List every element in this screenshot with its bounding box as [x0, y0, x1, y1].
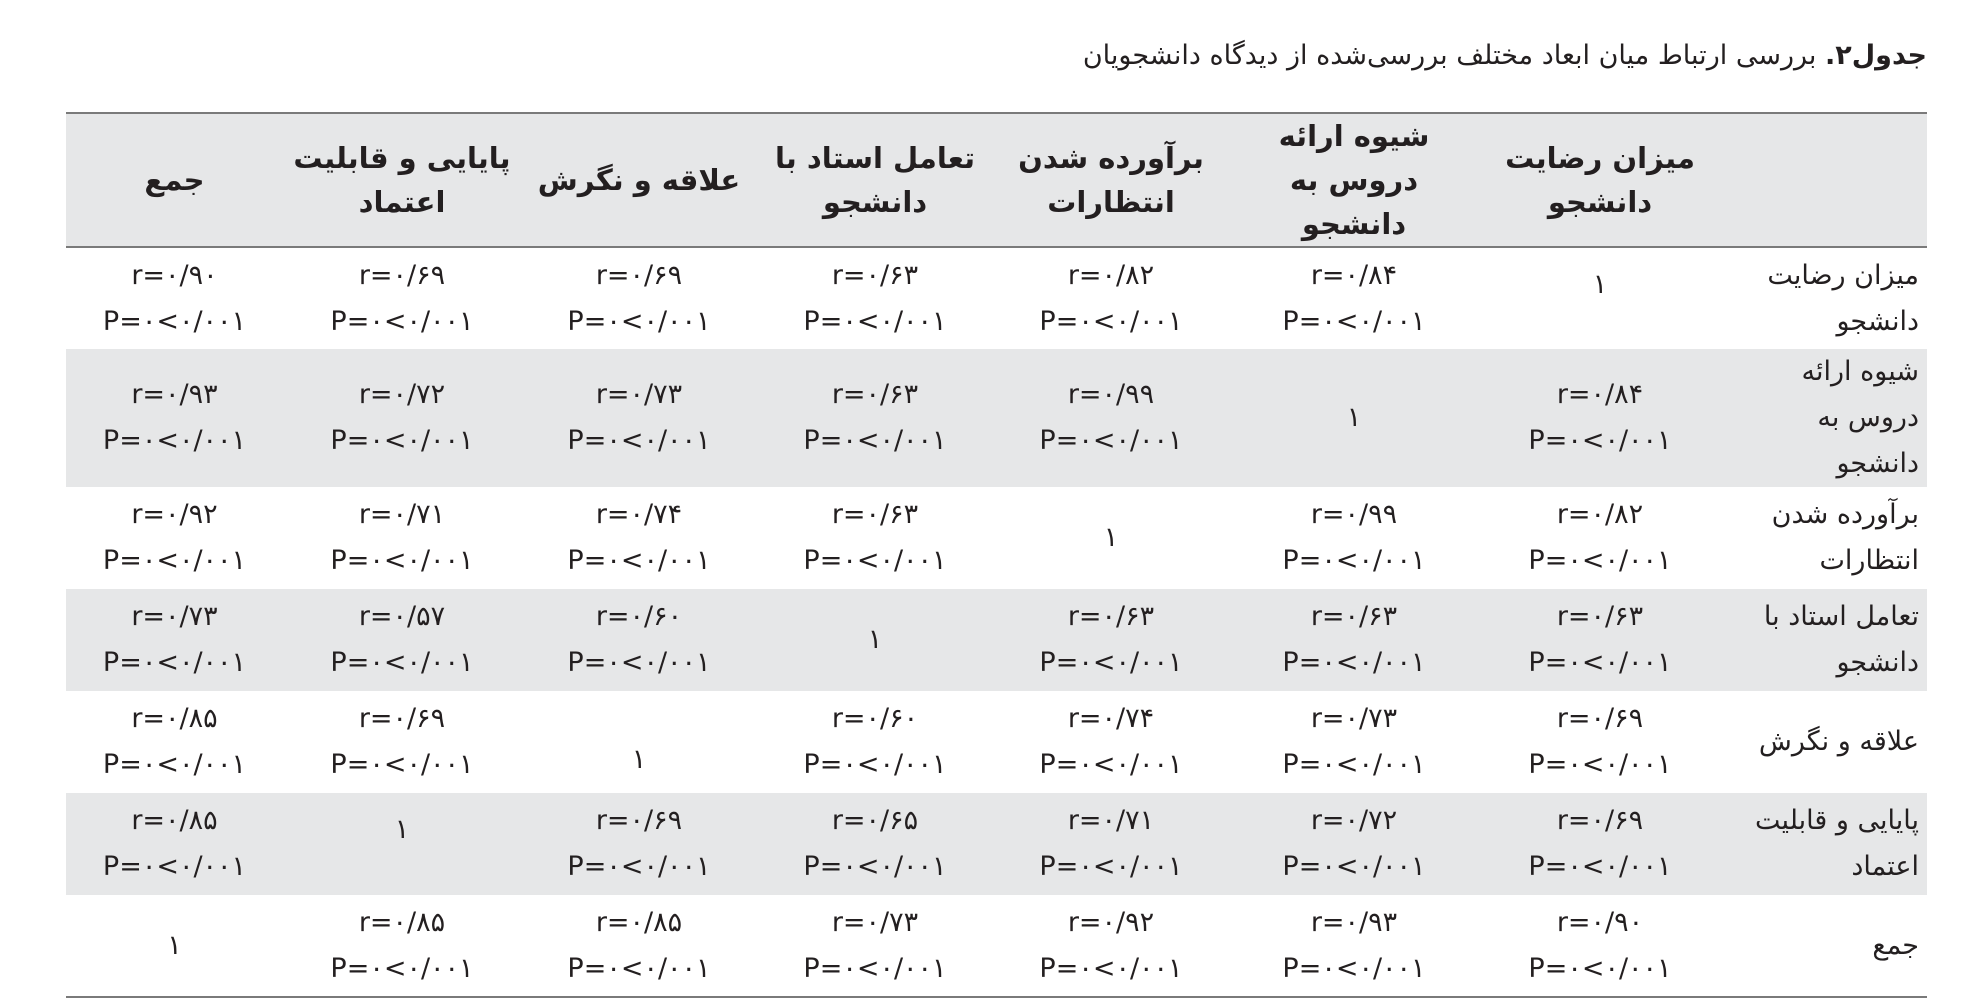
p-value: P=۰<۰/۰۰۱ [1039, 647, 1183, 678]
correlation-r: r=۰/۸۵ [131, 703, 218, 734]
table-cell [1479, 349, 1721, 487]
p-value: P=۰<۰/۰۰۱ [102, 305, 247, 337]
row-label: جمع [1872, 929, 1919, 961]
p-value: P=۰<۰/۰۰۱ [567, 647, 711, 678]
table-cell [283, 691, 521, 793]
table-cell [993, 691, 1229, 793]
diagonal-one: ۱ [1346, 402, 1362, 433]
correlation-r: r=۰/۸۲ [1067, 259, 1155, 291]
correlation-r: r=۰/۸۴ [1310, 259, 1398, 291]
correlation-table-container [66, 112, 1927, 998]
p-value: P=۰<۰/۰۰۱ [1039, 851, 1183, 882]
correlation-r: r=۰/۹۰ [131, 259, 218, 291]
correlation-r: r=۰/۶۹ [358, 703, 446, 734]
p-value: P=۰<۰/۰۰۱ [1282, 749, 1426, 780]
correlation-r: r=۰/۶۰ [831, 703, 919, 734]
p-value: P=۰<۰/۰۰۱ [1039, 305, 1183, 337]
correlation-table [66, 112, 1927, 998]
table-row [66, 349, 1927, 487]
diagonal-one: ۱ [1103, 522, 1119, 553]
correlation-r: r=۰/۶۳ [831, 259, 919, 291]
table-cell [1229, 247, 1479, 349]
header-student-satisfaction: میزان رضایت دانشجو [1505, 141, 1695, 219]
correlation-r: r=۰/۷۳ [1310, 703, 1398, 734]
table-cell [757, 793, 993, 895]
caption-text: بررسی ارتباط میان ابعاد مختلف بررسی‌شده از دیدگاه دانشجویان [1082, 40, 1825, 71]
p-value: P=۰<۰/۰۰۱ [1528, 425, 1672, 456]
p-value: P=۰<۰/۰۰۱ [567, 425, 711, 456]
table-cell [521, 895, 757, 997]
table-cell [993, 589, 1229, 691]
p-value: P=۰<۰/۰۰۱ [1039, 952, 1183, 984]
correlation-r: r=۰/۹۳ [131, 379, 218, 410]
correlation-r: r=۰/۹۳ [1310, 906, 1398, 938]
table-cell [283, 487, 521, 589]
table-cell [283, 247, 521, 349]
table-cell [521, 247, 757, 349]
p-value: P=۰<۰/۰۰۱ [1528, 851, 1672, 882]
correlation-r: r=۰/۶۵ [831, 805, 919, 836]
p-value: P=۰<۰/۰۰۱ [102, 545, 247, 576]
p-value: P=۰<۰/۰۰۱ [803, 425, 947, 456]
correlation-r: r=۰/۶۹ [1556, 703, 1644, 734]
row-label: پایایی و قابلیت اعتماد [1755, 805, 1919, 882]
caption-label: جدول۲. [1824, 40, 1927, 71]
correlation-r: r=۰/۶۳ [1556, 601, 1644, 632]
p-value: P=۰<۰/۰۰۱ [803, 952, 947, 984]
p-value: P=۰<۰/۰۰۱ [1528, 952, 1672, 984]
diagonal-one: ۱ [867, 624, 883, 655]
correlation-r: r=۰/۹۲ [131, 499, 218, 530]
p-value: P=۰<۰/۰۰۱ [1282, 952, 1426, 984]
p-value: P=۰<۰/۰۰۱ [330, 749, 474, 780]
p-value: P=۰<۰/۰۰۱ [330, 952, 474, 984]
correlation-r: r=۰/۵۷ [358, 601, 446, 632]
table-row [66, 247, 1927, 349]
correlation-r: r=۰/۸۴ [1556, 379, 1644, 410]
row-label: شیوه ارائه دروس به دانشجو [1801, 356, 1919, 479]
p-value: P=۰<۰/۰۰۱ [567, 545, 711, 576]
p-value: P=۰<۰/۰۰۱ [102, 647, 247, 678]
correlation-r: r=۰/۶۹ [595, 259, 683, 291]
p-value: P=۰<۰/۰۰۱ [330, 425, 474, 456]
p-value: P=۰<۰/۰۰۱ [1039, 425, 1183, 456]
p-value: P=۰<۰/۰۰۱ [803, 851, 947, 882]
diagonal-one: ۱ [631, 744, 647, 775]
correlation-r: r=۰/۶۹ [358, 259, 446, 291]
header-row [66, 113, 1927, 247]
p-value: P=۰<۰/۰۰۱ [1282, 305, 1426, 337]
header-interest-attitude: علاقه و نگرش [537, 163, 741, 197]
table-row [66, 487, 1927, 589]
p-value: P=۰<۰/۰۰۱ [567, 305, 711, 337]
table-cell [283, 589, 521, 691]
header-teaching-method: شیوه ارائه دروس به دانشجو [1278, 119, 1430, 241]
correlation-r: r=۰/۷۳ [595, 379, 683, 410]
table-cell [283, 895, 521, 997]
table-cell [1479, 691, 1721, 793]
correlation-r: r=۰/۸۲ [1556, 499, 1644, 530]
header-empty [1721, 113, 1927, 247]
correlation-r: r=۰/۶۳ [1310, 601, 1398, 632]
row-label: تعامل استاد با دانشجو [1763, 601, 1919, 678]
row-label: میزان رضایت دانشجو [1767, 259, 1919, 337]
table-cell [757, 247, 993, 349]
p-value: P=۰<۰/۰۰۱ [330, 647, 474, 678]
correlation-r: r=۰/۷۲ [1310, 805, 1398, 836]
table-cell [1479, 793, 1721, 895]
p-value: P=۰<۰/۰۰۱ [330, 305, 474, 337]
header-reliability: پایایی و قابلیت اعتماد [293, 141, 511, 219]
table-cell [1229, 793, 1479, 895]
p-value: P=۰<۰/۰۰۱ [102, 749, 247, 780]
table-cell [66, 349, 283, 487]
table-cell [757, 895, 993, 997]
correlation-r: r=۰/۹۲ [1067, 906, 1155, 938]
table-cell [521, 793, 757, 895]
table-cell [1229, 691, 1479, 793]
table-row [66, 589, 1927, 691]
table-cell [757, 349, 993, 487]
diagonal-one: ۱ [394, 814, 410, 845]
table-cell [993, 247, 1229, 349]
table-cell [993, 895, 1229, 997]
table-cell [1479, 487, 1721, 589]
table-cell [1479, 589, 1721, 691]
table-cell [66, 247, 283, 349]
correlation-r: r=۰/۹۹ [1067, 379, 1155, 410]
table-cell [757, 589, 993, 691]
table-cell [757, 691, 993, 793]
correlation-r: r=۰/۹۰ [1556, 906, 1644, 938]
p-value: P=۰<۰/۰۰۱ [1039, 749, 1183, 780]
p-value: P=۰<۰/۰۰۱ [803, 305, 947, 337]
p-value: P=۰<۰/۰۰۱ [1282, 647, 1426, 678]
correlation-r: r=۰/۶۰ [595, 601, 683, 632]
diagonal-one: ۱ [1592, 268, 1608, 300]
table-cell [1479, 895, 1721, 997]
correlation-r: r=۰/۷۲ [358, 379, 446, 410]
p-value: P=۰<۰/۰۰۱ [102, 851, 247, 882]
table-row [66, 793, 1927, 895]
header-total: جمع [144, 163, 205, 197]
table-cell [1229, 589, 1479, 691]
table-cell [283, 793, 521, 895]
table-cell [521, 691, 757, 793]
p-value: P=۰<۰/۰۰۱ [1528, 647, 1672, 678]
correlation-r: r=۰/۷۱ [358, 499, 446, 530]
table-cell [521, 589, 757, 691]
correlation-r: r=۰/۶۳ [831, 499, 919, 530]
p-value: P=۰<۰/۰۰۱ [803, 545, 947, 576]
table-cell [1229, 895, 1479, 997]
p-value: P=۰<۰/۰۰۱ [567, 952, 711, 984]
p-value: P=۰<۰/۰۰۱ [102, 425, 247, 456]
correlation-r: r=۰/۷۴ [595, 499, 683, 530]
correlation-r: r=۰/۷۴ [1067, 703, 1155, 734]
p-value: P=۰<۰/۰۰۱ [1282, 545, 1426, 576]
correlation-r: r=۰/۸۵ [131, 805, 218, 836]
p-value: P=۰<۰/۰۰۱ [1528, 749, 1672, 780]
table-cell [757, 487, 993, 589]
row-label: علاقه و نگرش [1758, 726, 1919, 757]
table-cell [993, 793, 1229, 895]
table-header [66, 113, 1927, 247]
table-caption [1083, 40, 1927, 71]
correlation-r: r=۰/۶۹ [595, 805, 683, 836]
table-cell [1229, 349, 1479, 487]
table-cell [66, 487, 283, 589]
table-cell [1479, 247, 1721, 349]
table-cell [521, 487, 757, 589]
p-value: P=۰<۰/۰۰۱ [567, 851, 711, 882]
p-value: P=۰<۰/۰۰۱ [1528, 545, 1672, 576]
row-label: برآورده شدن انتظارات [1771, 499, 1919, 576]
table-cell [66, 793, 283, 895]
table-cell [283, 349, 521, 487]
header-teacher-interaction: تعامل استاد با دانشجو [774, 141, 976, 219]
p-value: P=۰<۰/۰۰۱ [330, 545, 474, 576]
table-cell [66, 895, 283, 997]
table-body [66, 247, 1927, 997]
correlation-r: r=۰/۶۹ [1556, 805, 1644, 836]
table-cell [521, 349, 757, 487]
p-value: P=۰<۰/۰۰۱ [1282, 851, 1426, 882]
table-cell [66, 589, 283, 691]
correlation-r: r=۰/۶۳ [1067, 601, 1155, 632]
table-cell [993, 487, 1229, 589]
correlation-r: r=۰/۶۳ [831, 379, 919, 410]
correlation-r: r=۰/۸۵ [358, 906, 446, 938]
header-expectations-met: برآورده شدن انتظارات [1018, 141, 1204, 219]
correlation-r: r=۰/۷۳ [131, 601, 218, 632]
correlation-r: r=۰/۷۳ [831, 906, 919, 938]
correlation-r: r=۰/۸۵ [595, 906, 683, 938]
table-cell [1229, 487, 1479, 589]
correlation-r: r=۰/۷۱ [1067, 805, 1155, 836]
table-cell [993, 349, 1229, 487]
table-row [66, 691, 1927, 793]
table-cell [66, 691, 283, 793]
table-row [66, 895, 1927, 997]
diagonal-one: ۱ [167, 929, 182, 961]
correlation-r: r=۰/۹۹ [1310, 499, 1398, 530]
p-value: P=۰<۰/۰۰۱ [803, 749, 947, 780]
